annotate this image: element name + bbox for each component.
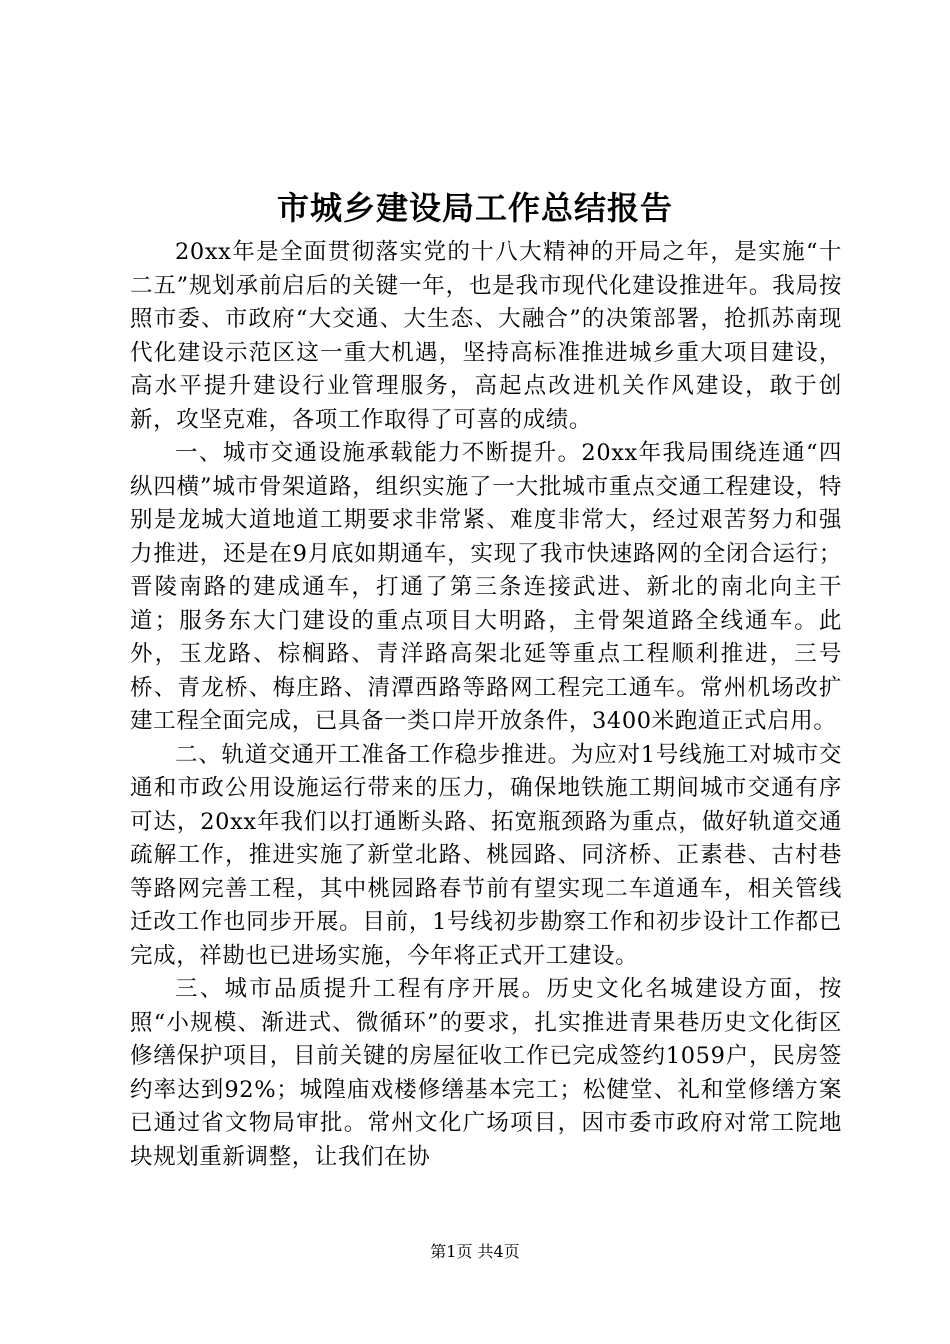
document-body xyxy=(130,236,842,1174)
paragraph-intro: 20xx年是全面贯彻落实党的十八大精神的开局之年，是实施“十二五”规划承前启后的关键一年，也是我市现代化建设推进年。我局按照市委、市政府“大交通、大生态、大融合”的决策部署，抢抓苏南现代化建设示范区这一重大机遇，坚持高标准推进城乡重大项目建设，高水平提升建设行业管理服务，高起点改进机关作风建设，敢于创新，攻坚克难，各项工作取得了可喜的成绩。 xyxy=(130,239,842,433)
paragraph-section-2: 二、轨道交通开工准备工作稳步推进。为应对1号线施工对城市交通和市政公用设施运行带来的压力，确保地铁施工期间城市交通有序可达，20xx年我们以打通断头路、拓宽瓶颈路为重点，做好轨道交通疏解工作，推进实施了新堂北路、桃园路、同济桥、正素巷、古村巷等路网完善工程，其中桃园路春节前有望实现二车道通车，相关管线迁改工作也同步开展。目前，1号线初步勘察工作和初步设计工作都已完成，祥勘也已进场实施，今年将正式开工建设。 xyxy=(130,741,842,969)
paragraph-section-1: 一、城市交通设施承载能力不断提升。20xx年我局围绕连通“四纵四横”城市骨架道路，组织实施了一大批城市重点交通工程建设，特别是龙城大道地道工期要求非常紧、难度非常大，经过艰苦努力和强力推进，还是在9月底如期通车，实现了我市快速路网的全闭合运行；晋陵南路的建成通车，打通了第三条连接武进、新北的南北向主干道；服务东大门建设的重点项目大明路，主骨架道路全线通车。此外，玉龙路、棕榈路、青洋路高架北延等重点工程顺利推进，三号桥、青龙桥、梅庄路、清潭西路等路网工程完工通车。常州机场改扩建工程全面完成，已具备一类口岸开放条件，3400米跑道正式启用。 xyxy=(130,440,842,734)
document-title: 市城乡建设局工作总结报告 xyxy=(276,189,673,227)
page-number-footer: 第1页 共4页 xyxy=(430,1242,520,1261)
paragraph-section-3: 三、城市品质提升工程有序开展。历史文化名城建设方面，按照“小规模、渐进式、微循环”的要求，扎实推进青果巷历史文化街区修缮保护项目，目前关键的房屋征收工作已完成签约1059户，民房签约率达到92%；城隍庙戏楼修缮基本完工；松健堂、礼和堂修缮方案已通过省文物局审批。常州文化广场项目，因市委市政府对常工院地块规划重新调整，让我们在协 xyxy=(130,976,842,1170)
